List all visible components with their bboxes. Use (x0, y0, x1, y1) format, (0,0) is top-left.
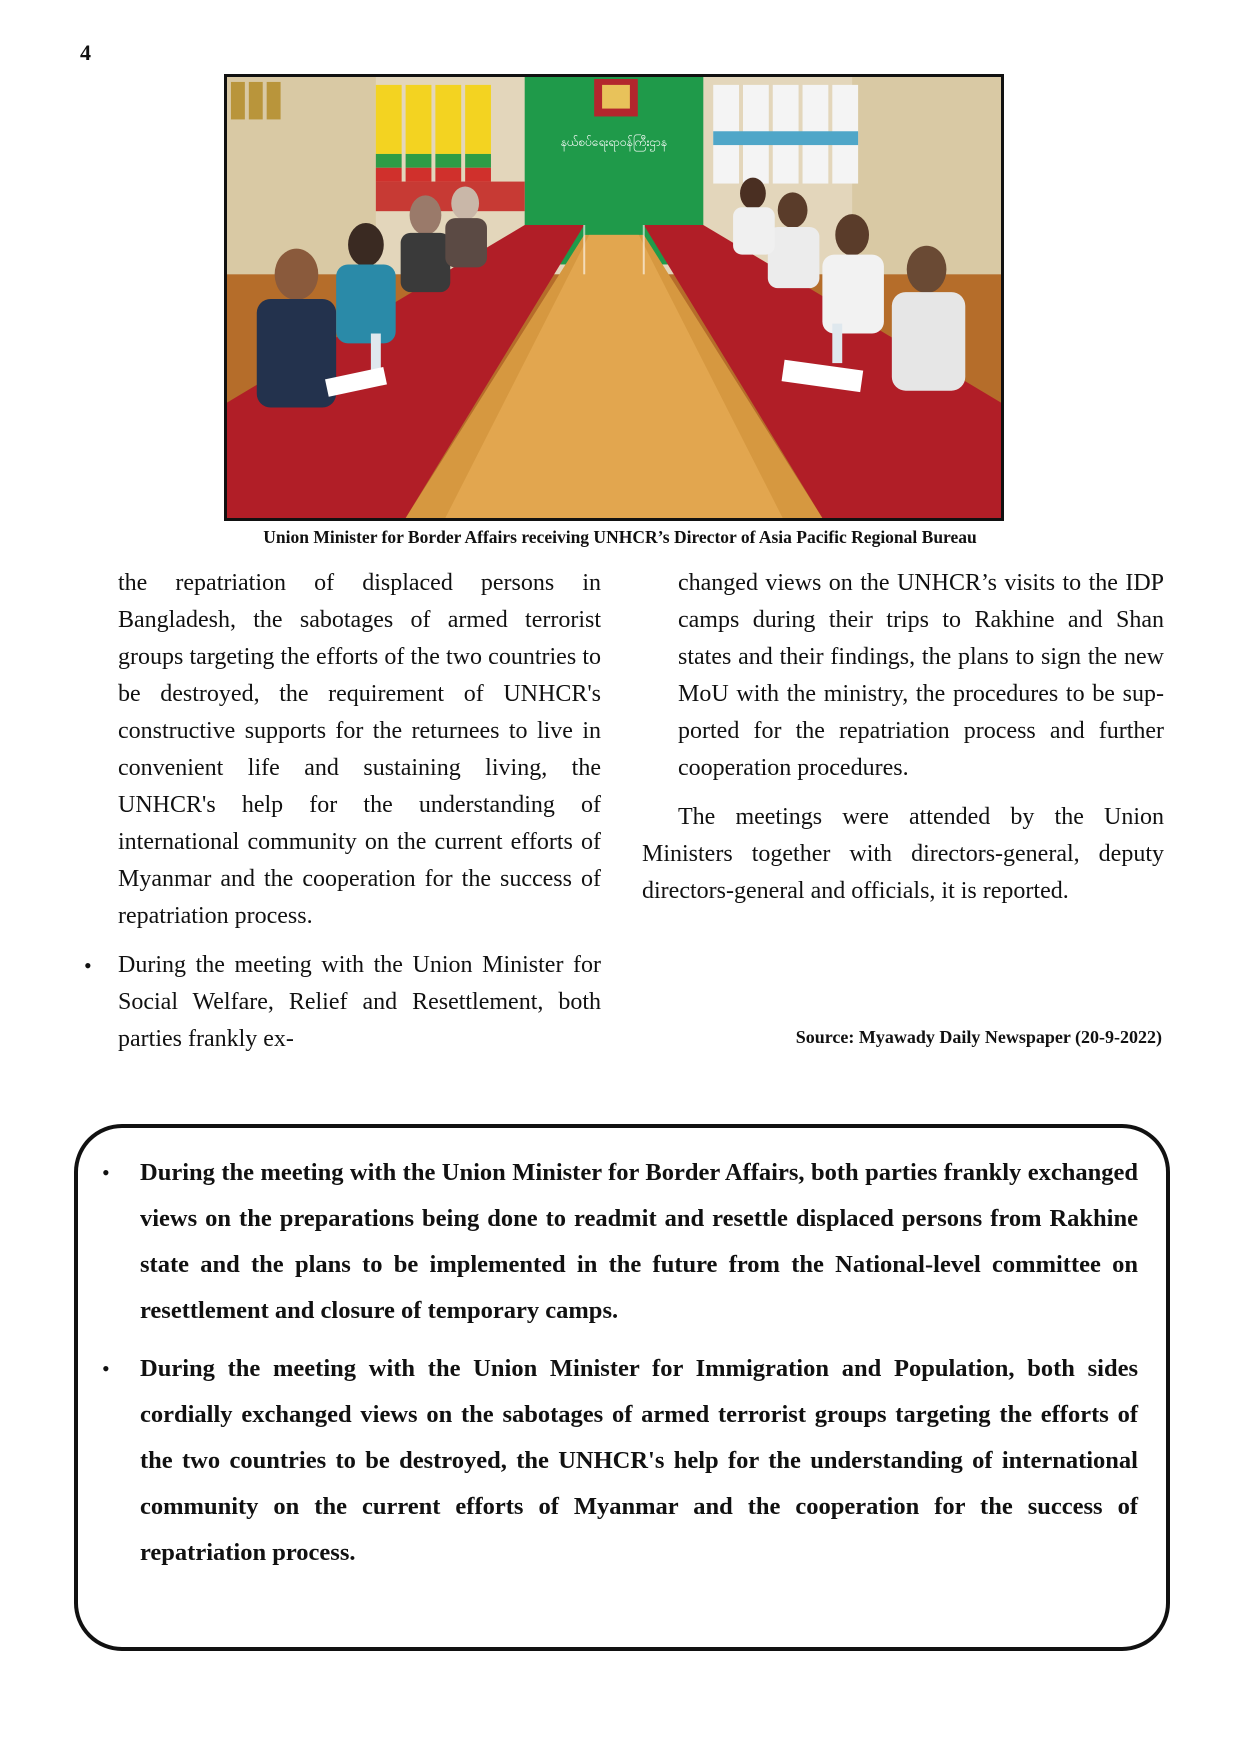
highlight-list (102, 1150, 1138, 1588)
article-left-column (84, 565, 601, 1058)
source-citation: Source: Myawady Daily Newspaper (20-9-2022) (795, 1027, 1162, 1047)
highlight-item (102, 1150, 1138, 1334)
banner-text: နယ်စပ်ရေးရာဝန်ကြီးဌာန (560, 135, 668, 150)
bullet-icon: • (102, 1160, 110, 1185)
photo-caption: Union Minister for Border Affairs receiving UNHCR’s Director of Asia Pacific Regional Bureau (263, 527, 977, 547)
bullet-icon: • (102, 1356, 110, 1381)
highlight-item (102, 1346, 1138, 1576)
highlight-item-text: During the meeting with the Union Minister for Border Affairs, both parties frankly exchanged views on the preparations being done to readmit and resettle displaced persons from Rakhine state and the plans to be implemented in the future from the National-level committee on resettlement and closure of temporary camps. (140, 1159, 1138, 1324)
highlight-item-text: During the meeting with the Union Minister for Immigration and Population, both sides cordially exchanged views on the sabotages of armed terrorist groups targeting the efforts of the two countries to be destroyed, the UNHCR's help for the understanding of international community on the current efforts of Myanmar and the cooperation for the success of repatriation process. (140, 1355, 1138, 1566)
bullet-icon: • (84, 953, 92, 978)
article-bullet-text: During the meeting with the Union Minister for Social Welfare, Relief and Resettlement, both parties frankly ex- (118, 952, 601, 1052)
page-number: 4 (80, 40, 91, 65)
meeting-photo-illustration (227, 77, 1001, 518)
article-paragraph: the repatriation of displaced persons in Bangladesh, the sabotages of armed terrorist groups targeting the efforts of the two countries to be destroyed, the requirement of UNHCR's constructive supports for the returnees to live in convenient life and sustaining living, the UNHCR's help for the understanding of international community on the current efforts of Myanmar and the cooperation for the success of repatriation process. (118, 570, 601, 929)
article-right-column (642, 565, 1164, 910)
meeting-photo (224, 74, 1004, 521)
article-paragraph: The meetings were attended by the Union Ministers together with directors-general, deputy directors-general and officials, it is reported. (642, 804, 1164, 904)
article-bullet-item (84, 947, 601, 1058)
article-paragraph: changed views on the UNHCR’s visits to the IDP camps during their trips to Rakhine and Shan states and their findings, the plans to sign the new MoU with the ministry, the procedures to be supported for the repatriation process and further cooperation procedures. (678, 570, 1164, 781)
